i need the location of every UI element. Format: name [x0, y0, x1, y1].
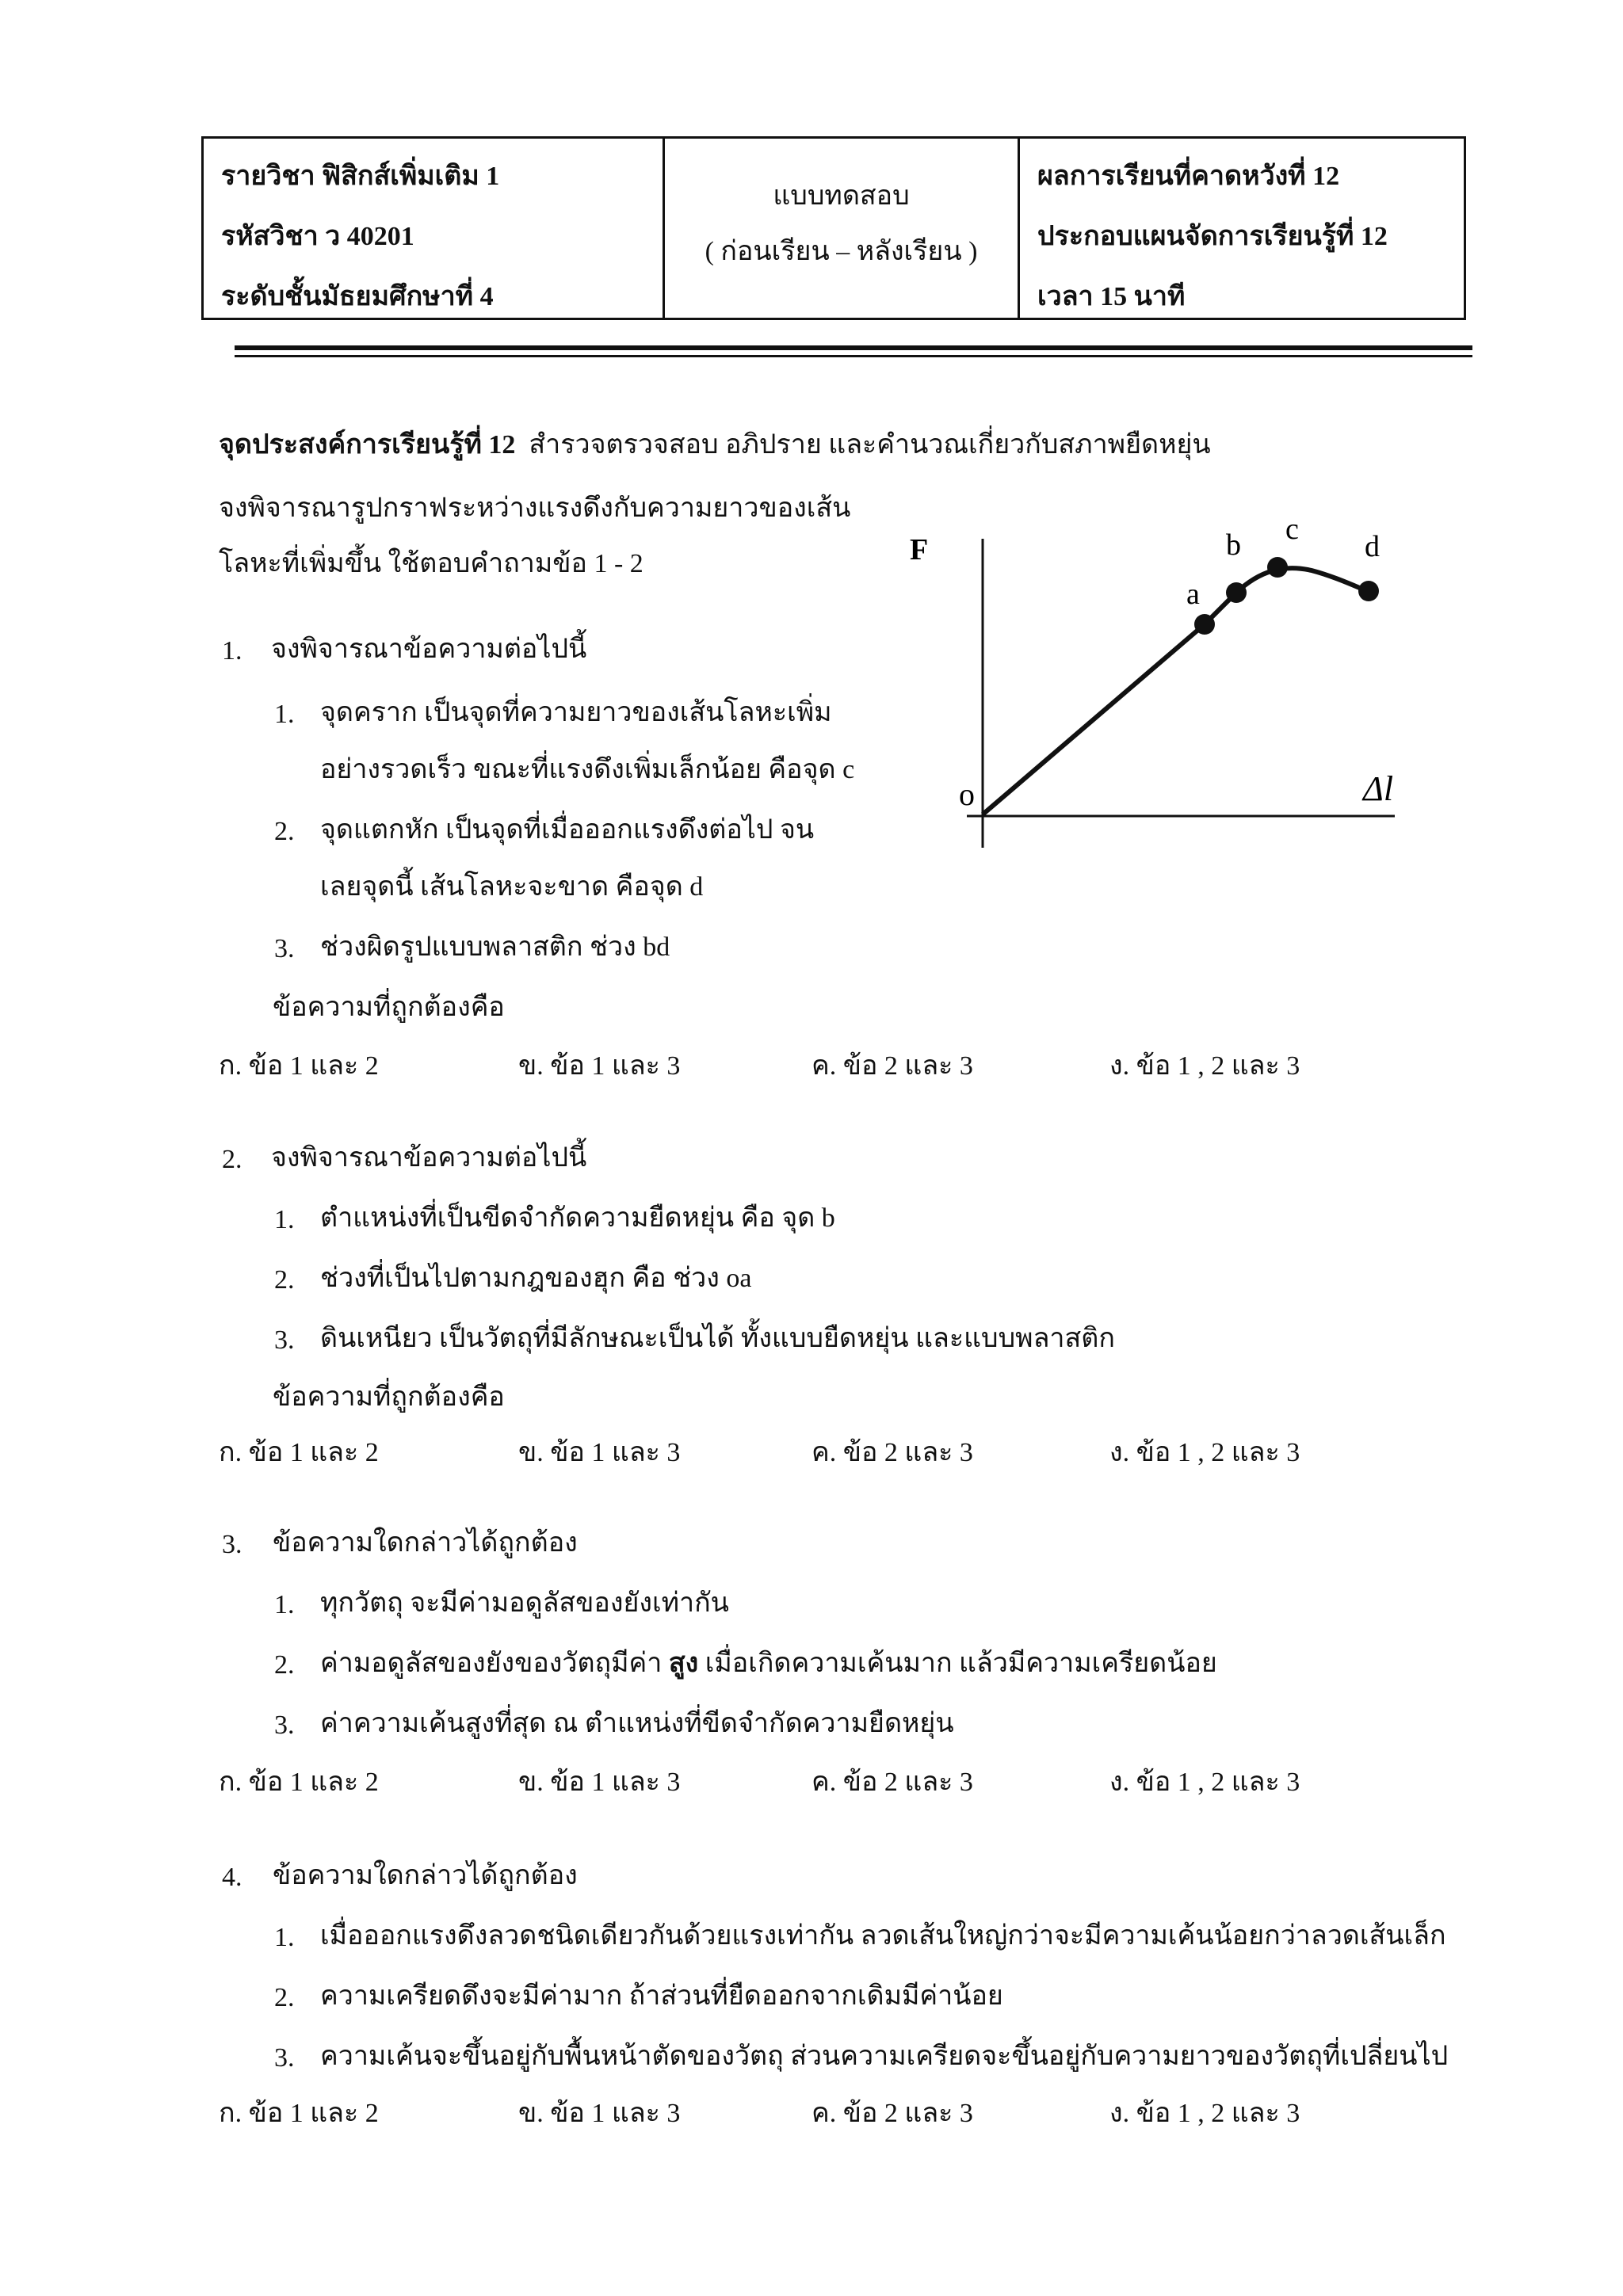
q1-choice-c[interactable]: ค. ข้อ 2 และ 3 — [812, 1051, 973, 1081]
q1-choice-a[interactable]: ก. ข้อ 1 และ 2 — [219, 1051, 379, 1081]
header-table — [201, 136, 1466, 320]
q4-item3-number: 3. — [274, 2043, 295, 2073]
objective-text: สำรวจตรวจสอบ อภิปราย และคำนวณเกี่ยวกับสภาพยืดหยุ่น — [529, 430, 1211, 460]
point-c-label: c — [1285, 513, 1299, 546]
point-a-label: a — [1186, 578, 1200, 611]
q2-number: 2. — [222, 1145, 242, 1174]
point-b-marker — [1226, 582, 1247, 603]
q1-item1-line2: อย่างรวดเร็ว ขณะที่แรงดึงเพิ่มเล็กน้อย คือจุด c — [320, 755, 855, 784]
q4-stem: ข้อความใดกล่าวได้ถูกต้อง — [273, 1861, 578, 1890]
q2-choice-b[interactable]: ข. ข้อ 1 และ 3 — [518, 1438, 681, 1467]
q4-choice-d[interactable]: ง. ข้อ 1 , 2 และ 3 — [1109, 2099, 1300, 2128]
q3-item3-line1: ค่าความเค้นสูงที่สุด ณ ตำแหน่งที่ขีดจำกัดความยืดหยุ่น — [320, 1709, 954, 1738]
test-title: แบบทดสอบ — [773, 181, 910, 211]
q1-choice-d[interactable]: ง. ข้อ 1 , 2 และ 3 — [1109, 1051, 1300, 1081]
objective — [219, 429, 1211, 461]
q1-item2-number: 2. — [274, 817, 295, 846]
origin-label: o — [959, 776, 975, 812]
stress-strain-curve — [983, 568, 1371, 814]
q4-item2-number: 2. — [274, 1983, 295, 2012]
q1-item2-line1: จุดแตกหัก เป็นจุดที่เมื่อออกแรงดึงต่อไป จน — [320, 815, 815, 845]
q4-item1-number: 1. — [274, 1923, 295, 1952]
q3-choice-c[interactable]: ค. ข้อ 2 และ 3 — [812, 1768, 973, 1797]
point-d-marker — [1358, 581, 1379, 601]
q2-item1-number: 1. — [274, 1205, 295, 1234]
lesson-plan: ประกอบแผนจัดการเรียนรู้ที่ 12 — [1037, 222, 1388, 251]
intro-line-2: โลหะที่เพิ่มขึ้น ใช้ตอบคำถามข้อ 1 - 2 — [219, 549, 643, 578]
q2-prompt: ข้อความที่ถูกต้องคือ — [273, 1383, 505, 1412]
q3-choice-a[interactable]: ก. ข้อ 1 และ 2 — [219, 1768, 379, 1797]
header-divider-thin — [235, 355, 1472, 357]
q3-stem: ข้อความใดกล่าวได้ถูกต้อง — [273, 1528, 578, 1558]
point-d-label: d — [1365, 530, 1380, 563]
q4-item1-line1: เมื่อออกแรงดึงลวดชนิดเดียวกันด้วยแรงเท่ากัน ลวดเส้นใหญ่กว่าจะมีความเค้นน้อยกว่าลวดเส้นเล็ก — [320, 1921, 1446, 1951]
q1-number: 1. — [222, 636, 242, 666]
q4-choice-a[interactable]: ก. ข้อ 1 และ 2 — [219, 2099, 379, 2128]
q1-item1-number: 1. — [274, 700, 295, 729]
x-axis-label: Δl — [1363, 769, 1394, 808]
q2-item1-line1: ตำแหน่งที่เป็นขีดจำกัดความยืดหยุ่น คือ จุด b — [320, 1203, 835, 1233]
q3-item1-number: 1. — [274, 1590, 295, 1619]
q3-number: 3. — [222, 1530, 242, 1559]
q1-item3-number: 3. — [274, 934, 295, 963]
q3-item2-number: 2. — [274, 1650, 295, 1680]
q3-item1-line1: ทุกวัตถุ จะมีค่ามอดูลัสของยังเท่ากัน — [320, 1589, 729, 1618]
q2-item3-line1: ดินเหนียว เป็นวัตถุที่มีลักษณะเป็นได้ ทั้งแบบยืดหยุ่น และแบบพลาสติก — [320, 1324, 1115, 1353]
q2-item2-number: 2. — [274, 1265, 295, 1295]
time-limit: เวลา 15 นาที — [1037, 282, 1186, 311]
point-c-marker — [1267, 557, 1288, 578]
q1-stem: จงพิจารณาข้อความต่อไปนี้ — [271, 635, 587, 664]
q4-choice-c[interactable]: ค. ข้อ 2 และ 3 — [812, 2099, 973, 2128]
q2-choice-a[interactable]: ก. ข้อ 1 และ 2 — [219, 1438, 379, 1467]
intro-line-1: จงพิจารณารูปกราฟระหว่างแรงดึงกับความยาวของเส้น — [219, 494, 851, 523]
q3-choice-b[interactable]: ข. ข้อ 1 และ 3 — [518, 1768, 681, 1797]
q4-item3-line1: ความเค้นจะขึ้นอยู่กับพื้นหน้าตัดของวัตถุ ส่วนความเครียดจะขึ้นอยู่กับความยาวของวัตถุที่เปลี่ยนไป — [320, 2042, 1449, 2071]
q1-item1-line1: จุดคราก เป็นจุดที่ความยาวของเส้นโลหะเพิ่ม — [320, 698, 832, 727]
q1-prompt: ข้อความที่ถูกต้องคือ — [273, 993, 505, 1022]
q4-item2-line1: ความเครียดดึงจะมีค่ามาก ถ้าส่วนที่ยืดออกจากเดิมมีค่าน้อย — [320, 1981, 1003, 2011]
q2-stem: จงพิจารณาข้อความต่อไปนี้ — [271, 1143, 587, 1173]
header-course-info — [204, 139, 665, 318]
course-code: รหัสวิชา ว 40201 — [221, 222, 414, 251]
objective-label: จุดประสงค์การเรียนรู้ที่ 12 — [219, 430, 516, 460]
q2-item3-number: 3. — [274, 1325, 295, 1355]
grade-level: ระดับชั้นมัธยมศึกษาที่ 4 — [221, 282, 494, 311]
expected-outcome: ผลการเรียนที่คาดหวังที่ 12 — [1037, 162, 1340, 191]
q3-item2-line1: ค่ามอดูลัสของยังของวัตถุมีค่า สูง เมื่อเกิดความเค้นมาก แล้วมีความเครียดน้อย — [320, 1649, 1217, 1678]
header-plan-info — [1020, 139, 1464, 318]
q4-choice-b[interactable]: ข. ข้อ 1 และ 3 — [518, 2099, 681, 2128]
q1-choice-b[interactable]: ข. ข้อ 1 และ 3 — [518, 1051, 681, 1081]
q2-choice-c[interactable]: ค. ข้อ 2 และ 3 — [812, 1438, 973, 1467]
q1-item2-line2: เลยจุดนี้ เส้นโลหะจะขาด คือจุด d — [320, 872, 704, 902]
force-extension-graph — [872, 507, 1442, 871]
point-b-label: b — [1226, 528, 1241, 562]
q2-choice-d[interactable]: ง. ข้อ 1 , 2 และ 3 — [1109, 1438, 1300, 1467]
course-name: รายวิชา ฟิสิกส์เพิ่มเติม 1 — [221, 162, 500, 191]
header-divider-thick — [235, 345, 1472, 350]
q1-item3-line1: ช่วงผิดรูปแบบพลาสติก ช่วง bd — [320, 933, 670, 962]
q2-item2-line1: ช่วงที่เป็นไปตามกฎของฮุก คือ ช่วง oa — [320, 1264, 752, 1293]
q4-number: 4. — [222, 1863, 242, 1892]
point-a-marker — [1194, 614, 1215, 635]
header-test-title — [665, 139, 1020, 318]
y-axis-label: F — [910, 533, 929, 566]
q3-item3-number: 3. — [274, 1711, 295, 1740]
test-subtitle: ( ก่อนเรียน – หลังเรียน ) — [705, 237, 978, 266]
q3-choice-d[interactable]: ง. ข้อ 1 , 2 และ 3 — [1109, 1768, 1300, 1797]
